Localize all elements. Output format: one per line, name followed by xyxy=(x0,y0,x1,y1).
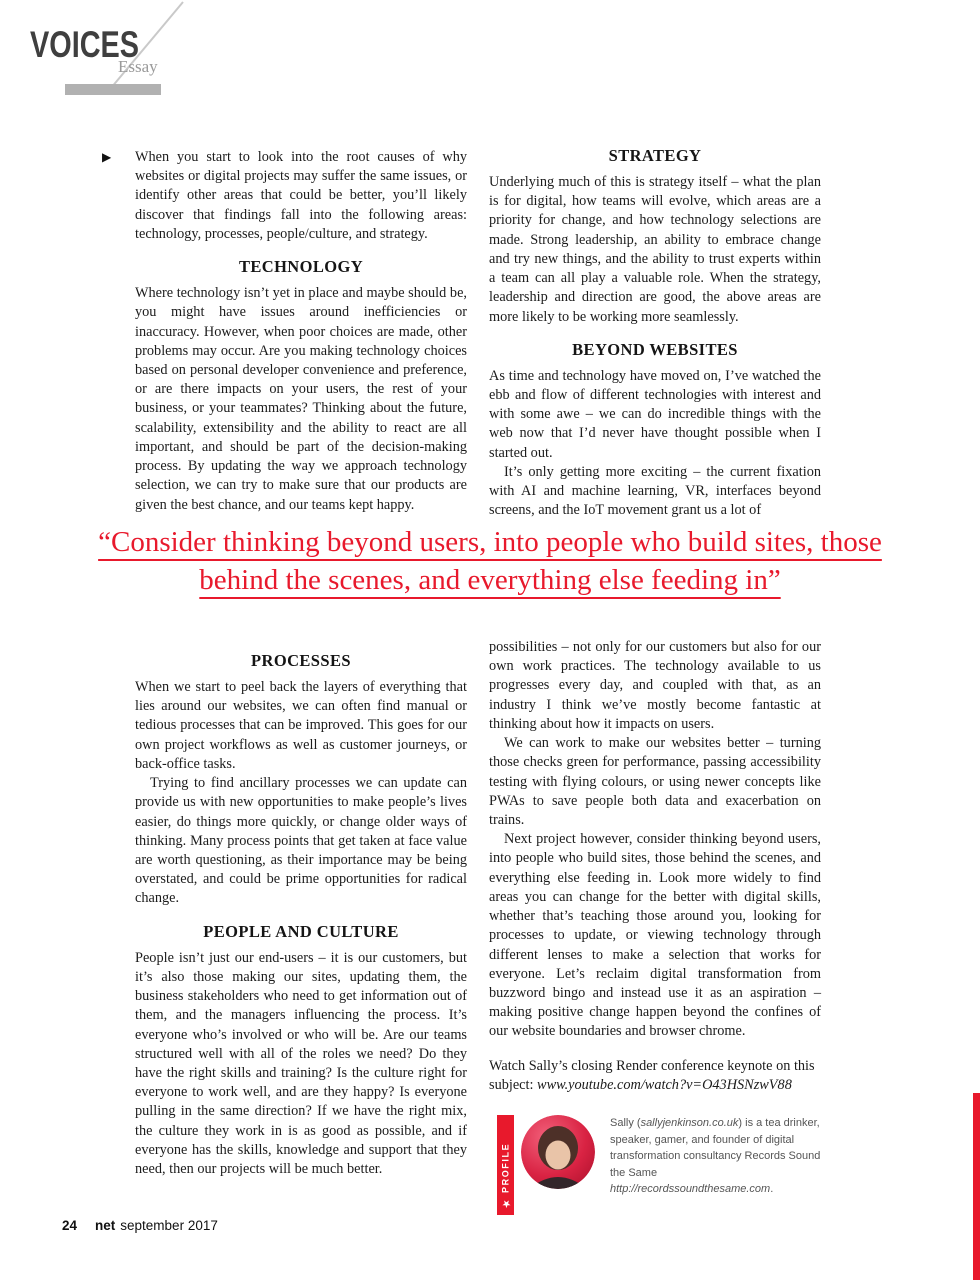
processes-paragraph-1: When we start to peel back the layers of everything that lies around our websites, we can often find manual or tedious processes that can be improved. This goes for our own project workflows as well as customer journeys, or back-office tasks. xyxy=(135,679,467,772)
article-top-columns xyxy=(135,148,821,521)
pull-quote xyxy=(70,524,910,599)
page-edge-accent-bar xyxy=(973,1093,980,1280)
header-rule xyxy=(65,84,161,95)
avatar-illustration xyxy=(521,1115,595,1189)
issue-date: september 2017 xyxy=(120,1218,218,1233)
company-site-link[interactable]: http://recordssoundthesame.com xyxy=(610,1183,771,1196)
keynote-note xyxy=(489,1057,821,1095)
profile-bio xyxy=(610,1115,821,1198)
section-heading-strategy: STRATEGY xyxy=(608,146,702,165)
keynote-note-text: Watch Sally’s closing Render conference keynote on this subject: xyxy=(489,1057,815,1093)
processes-paragraph-2: Trying to find ancillary processes we can update can provide us with new opportunities to make people’s lives easier, do things more quickly, or change older ways of thinking. Many process points that get taken at face value are worth questioning, as their importance may be being overstated, and could be prime opportunities for radical change. xyxy=(135,775,467,907)
avatar xyxy=(521,1115,595,1189)
subsection-label: Essay xyxy=(118,57,158,76)
strategy-paragraph: Underlying much of this is strategy itself – what the plan is for digital, how teams will evolve, which areas are a priority for change, and how technology selections are made. Strong leadership, an ability to embrace change and try new things, and the ability to trust experts within a team can all play a valuable role. When the strategy, leadership and direction are good, the above areas are more likely to be working more seamlessly. xyxy=(489,174,821,325)
page-number: 24 xyxy=(62,1218,78,1233)
magazine-name: net xyxy=(95,1218,116,1233)
section-heading-beyond-websites: BEYOND WEBSITES xyxy=(572,339,738,359)
right-column-bottom xyxy=(489,638,821,1215)
star-icon: ★ xyxy=(500,1196,511,1209)
profile-box xyxy=(497,1115,821,1215)
paragraph-marker-icon: ▶ xyxy=(102,150,112,164)
section-heading-technology: TECHNOLOGY xyxy=(238,257,364,277)
profile-tab xyxy=(497,1115,514,1215)
page-footer xyxy=(62,1218,218,1233)
beyond-websites-paragraph-1: As time and technology have moved on, I’ve watched the ebb and flow of different technologies with interest and with some awe – we can do incredible things with the web now that I’d never have thought possible when I started out. xyxy=(489,367,821,461)
profile-tab-label: PROFILE xyxy=(500,1143,511,1194)
personal-site-link[interactable]: sallyjenkinson.co.uk xyxy=(640,1117,739,1130)
article-bottom-columns xyxy=(135,638,821,1215)
continuation-paragraph-2: We can work to make our websites better – turning those checks green for performance, passing accessibility testing with flying colours, or using newer concepts like PWAs to save people both data and exacerbation on trains. xyxy=(489,735,821,828)
keynote-video-link[interactable]: www.youtube.com/watch?v=O43HSNzwV88 xyxy=(537,1076,792,1093)
pull-quote-text: “Consider thinking beyond users, into people who build sites, those behind the scenes, and everything else feeding in” xyxy=(98,526,882,596)
right-column-top xyxy=(489,148,821,521)
technology-paragraph: Where technology isn’t yet in place and maybe should be, you might have issues around inefficiencies or inaccuracy. However, when poor choices are made, other problems may occur. Are you making technology choices based on personal developer convenience and preference, or are there impacts on your users, the rest of your business, or your teammates? Thinking about the future, scalability, extensibility and the ability to react are all important, and should be part of the decision-making process. By updating the way we approach technology selection, we can try to make sure that our products are given the best chance, and our teams kept happy. xyxy=(135,285,467,513)
continuation-paragraph-3: Next project however, consider thinking beyond users, into people who build sites, those behind the scenes, and everything else feeding in. Look more widely to find areas you can change for the better with digital skills, whether that’s teaching those around you, looking for processes to update, or viewing technology through different lenses to make a selection that works for everyone. Let’s reclaim digital transformation from buzzword bingo and instead use it as an aspiration – making positive change happen beyond the confines of our website boundaries and browser chrome. xyxy=(489,831,821,1040)
bio-text-2: ) is a tea drinker, speaker, gamer, and founder of digital transformation consultancy Records Sound the Same xyxy=(610,1117,821,1179)
section-title: VOICES xyxy=(30,24,140,65)
section-heading-people-and-culture: PEOPLE AND CULTURE xyxy=(203,921,399,941)
left-column-bottom xyxy=(135,638,467,1215)
bio-text-1: Sally ( xyxy=(610,1117,641,1130)
people-and-culture-paragraph: People isn’t just our end-users – it is our customers, but it’s also those making our sites, updating them, the business stakeholders who need to get information out of them, and the managers influencing the process. It’s everyone who’s involved or who will be. Are our teams structured well with all of the roles we need? Do they have the right skills and training? Is the culture right for everyone to work well, and are they happy? Is everyone pulling in the same direction? If we have the right mix, the culture they work in is as good as possible, and if everyone has the skills, knowledge and support that they need, then our projects will be much better. xyxy=(135,949,467,1178)
section-heading-processes: PROCESSES xyxy=(251,651,351,670)
continuation-paragraph-1: possibilities – not only for our customers but also for our own work practices. The technology available to us progresses every day, and coupled with that, as an industry I think we’ve mostly become fantastic at thinking about how it impacts on users. xyxy=(489,639,821,732)
left-column-top xyxy=(135,148,467,521)
bio-text-3: . xyxy=(770,1183,774,1196)
beyond-websites-paragraph-2: It’s only getting more exciting – the current fixation with AI and machine learning, VR, interfaces beyond screens, and the IoT movement grant us a lot of xyxy=(489,463,821,519)
intro-paragraph: When you start to look into the root causes of why websites or digital projects may suffer the same issues, or identify other areas that could be better, you’ll likely discover that findings fall into the following areas: technology, processes, people/culture, and strategy. xyxy=(135,149,467,242)
